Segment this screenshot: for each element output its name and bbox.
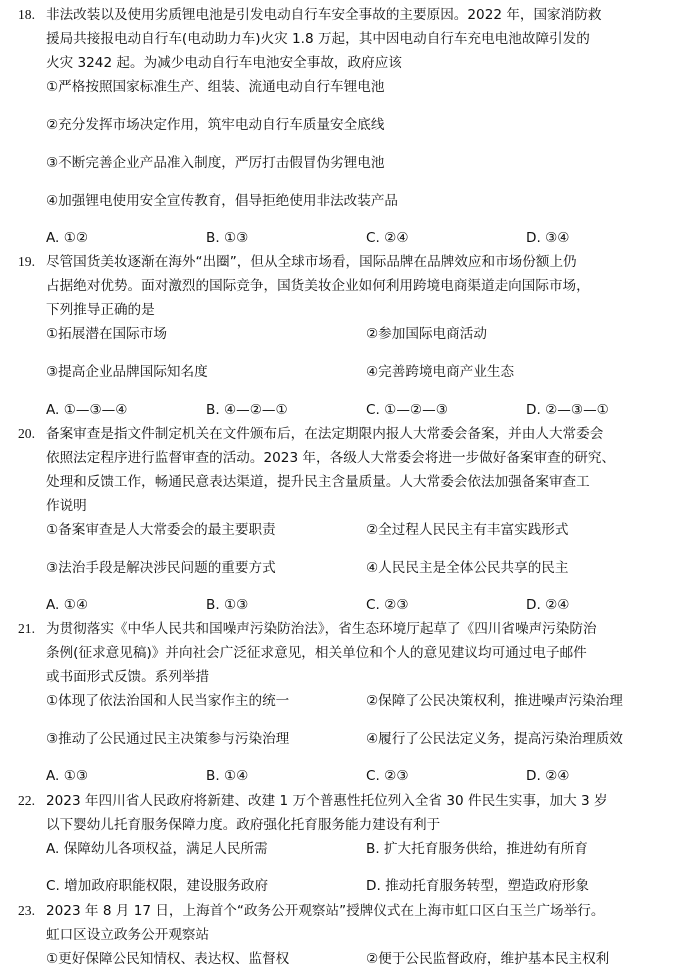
q20-stem-line: 备案审查是指文件制定机关在文件颁布后，在法定期限内报人大常委会备案，并由人大常委会 <box>46 426 604 442</box>
q21-stem-line: 或书面形式反馈。系列举措 <box>46 669 210 685</box>
q20-option-a: A. ①④ <box>46 597 89 613</box>
q21-option-c: C. ②③ <box>366 768 409 784</box>
q19-stem-line: 尽管国货美妆逐渐在海外“出圈”，但从全球市场看，国际品牌在品牌效应和市场份额上仍 <box>46 254 577 270</box>
q19-stem-line: 占据绝对优势。面对激烈的国际竞争，国货美妆企业如何利用跨境电商渠道走向国际市场， <box>46 278 590 294</box>
q21-option-b: B. ①④ <box>206 768 249 784</box>
q18-number: 18. <box>18 7 35 22</box>
q23-number: 23. <box>18 903 35 918</box>
q21-option-a: A. ①③ <box>46 768 89 784</box>
q23-statement: ②便于公民监督政府，维护基本民主权利 <box>366 951 610 967</box>
q18-stem-line: 非法改装以及使用劣质锂电池是引发电动自行车安全事故的主要原因。2022 年，国家消防救 <box>46 7 602 23</box>
q20-option-b: B. ①③ <box>206 597 249 613</box>
q18-statement: ③不断完善企业产品准入制度，严厉打击假冒伪劣锂电池 <box>46 155 385 171</box>
q19-option-b: B. ④—②—① <box>206 402 288 418</box>
q20-statement: ③法治手段是解决涉民问题的重要方式 <box>46 560 276 576</box>
q23-statement: ①更好保障公民知情权、表达权、监督权 <box>46 951 290 967</box>
q20-statement: ④人民民主是全体公民共享的民主 <box>366 560 569 576</box>
q21-option-d: D. ②④ <box>526 768 570 784</box>
q19-stem-line: 下列推导正确的是 <box>46 302 155 318</box>
q20-option-c: C. ②③ <box>366 597 409 613</box>
q21-stem-line: 条例(征求意见稿)》并向社会广泛征求意见，相关单位和个人的意见建议均可通过电子邮件 <box>46 645 587 661</box>
q22-number: 22. <box>18 793 35 808</box>
q18-option-d: D. ③④ <box>526 230 570 246</box>
q21-statement: ②保障了公民决策权利，推进噪声污染治理 <box>366 693 623 709</box>
q23-stem-line: 2023 年 8 月 17 日，上海首个“政务公开观察站”授牌仪式在上海市虹口区白玉兰广场举行。 <box>46 903 605 919</box>
q19-option-d: D. ②—③—① <box>526 402 609 418</box>
q21-statement: ③推动了公民通过民主决策参与污染治理 <box>46 731 290 747</box>
q21-statement: ①体现了依法治国和人民当家作主的统一 <box>46 693 290 709</box>
q20-statement: ①备案审查是人大常委会的最主要职责 <box>46 522 276 538</box>
q18-statement: ②充分发挥市场决定作用，筑牢电动自行车质量安全底线 <box>46 117 385 133</box>
q19-statement: ④完善跨境电商产业生态 <box>366 364 515 380</box>
q18-option-a: A. ①② <box>46 230 89 246</box>
q22-option-c: C. 增加政府职能权限，建设服务政府 <box>46 878 269 894</box>
q18-stem-line: 火灾 3242 起。为减少电动自行车电池安全事故，政府应该 <box>46 55 402 71</box>
q18-option-b: B. ①③ <box>206 230 249 246</box>
q20-number: 20. <box>18 426 35 441</box>
q18-statement: ④加强锂电使用安全宣传教育，倡导拒绝使用非法改装产品 <box>46 193 399 209</box>
q19-statement: ③提高企业品牌国际知名度 <box>46 364 208 380</box>
q21-stem-line: 为贯彻落实《中华人民共和国噪声污染防治法》，省生态环境厅起草了《四川省噪声污染防治 <box>46 621 597 637</box>
q20-stem-line: 作说明 <box>46 498 87 514</box>
q19-option-c: C. ①—②—③ <box>366 402 448 418</box>
q20-stem-line: 处理和反馈工作，畅通民意表达渠道，提升民主含量质量。人大常委会依法加强备案审查工 <box>46 474 590 490</box>
q19-option-a: A. ①—③—④ <box>46 402 128 418</box>
q18-option-c: C. ②④ <box>366 230 409 246</box>
q18-statement: ①严格按照国家标准生产、组装、流通电动自行车锂电池 <box>46 79 385 95</box>
q21-statement: ④履行了公民法定义务，提高污染治理质效 <box>366 731 623 747</box>
q22-option-a: A. 保障幼儿各项权益，满足人民所需 <box>46 841 268 857</box>
q18-stem-line: 援局共接报电动自行车(电动助力车)火灾 1.8 万起，其中因电动自行车充电电池故障引发的 <box>46 31 590 47</box>
q22-stem-line: 以下婴幼儿托育服务保障力度。政府强化托育服务能力建设有利于 <box>46 817 441 833</box>
q20-option-d: D. ②④ <box>526 597 570 613</box>
q19-statement: ①拓展潜在国际市场 <box>46 326 167 342</box>
q20-statement: ②全过程人民民主有丰富实践形式 <box>366 522 569 538</box>
q22-stem-line: 2023 年四川省人民政府将新建、改建 1 万个普惠性托位列入全省 30 件民生实事，加大 3 岁 <box>46 793 608 809</box>
q19-statement: ②参加国际电商活动 <box>366 326 487 342</box>
q23-stem-line: 虹口区设立政务公开观察站 <box>46 927 210 943</box>
q22-option-b: B. 扩大托育服务供给，推进幼有所育 <box>366 841 588 857</box>
q22-option-d: D. 推动托育服务转型，塑造政府形象 <box>366 878 590 894</box>
q20-stem-line: 依照法定程序进行监督审查的活动。2023 年，各级人大常委会将进一步做好备案审查的研究、 <box>46 450 616 466</box>
q21-number: 21. <box>18 621 35 636</box>
q19-number: 19. <box>18 254 35 269</box>
